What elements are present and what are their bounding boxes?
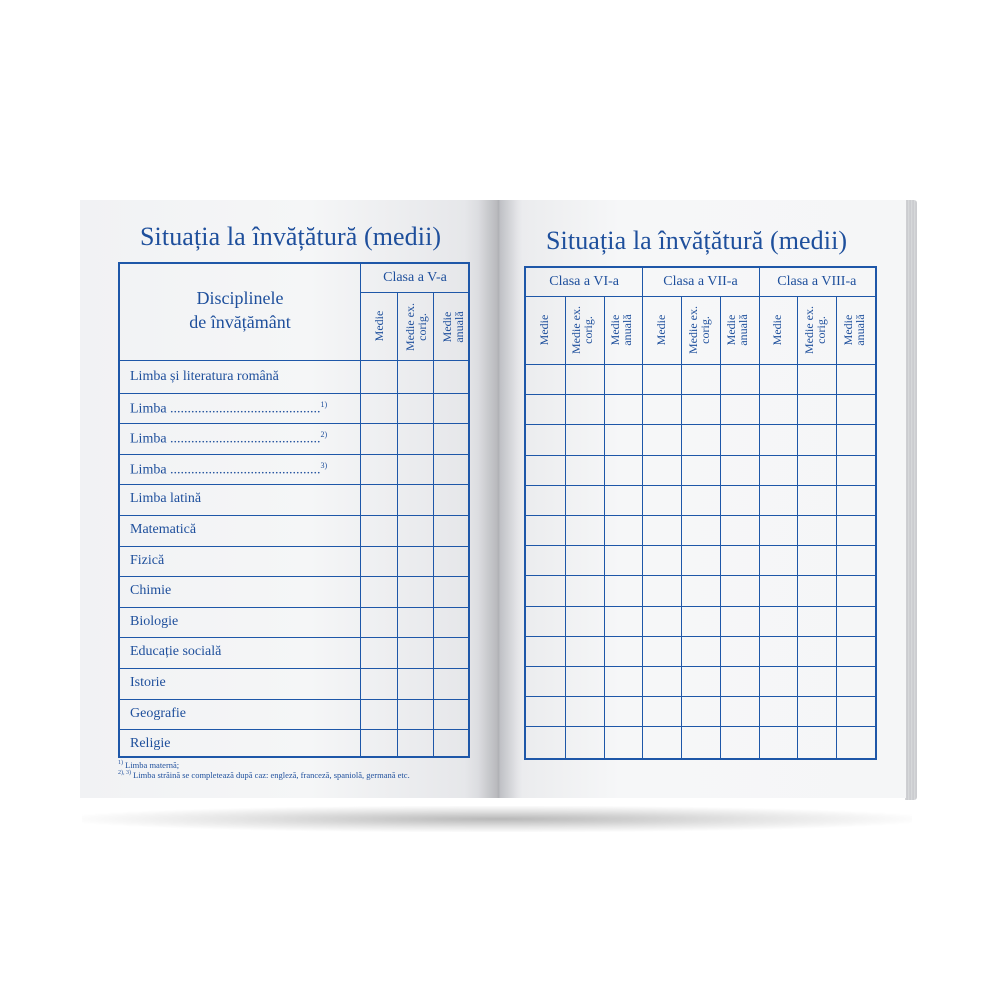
col-divider-disciplines xyxy=(360,264,361,756)
col-header-line1: Medie ex. xyxy=(801,306,816,354)
subject-name: Limba și literatura română xyxy=(130,369,279,384)
subject-name: Limba ........................................... xyxy=(130,401,321,417)
class-group-header: Clasa a VII-a xyxy=(663,274,738,289)
footnote-2-mark: 2), 3) xyxy=(118,770,131,777)
subject-name: Matematică xyxy=(130,522,197,537)
subject-row-divider xyxy=(120,668,468,669)
subject-row-label xyxy=(130,736,170,752)
class-header-underline xyxy=(360,292,468,293)
left-grades-table xyxy=(118,262,470,758)
grade-row-divider xyxy=(526,455,875,456)
subject-row-label xyxy=(130,522,196,538)
subject-row-label xyxy=(130,400,327,418)
subject-name: Educație socială xyxy=(130,644,222,660)
footnote-1-mark: 1) xyxy=(118,760,123,767)
subject-row-divider xyxy=(120,546,468,547)
col-medie-header: Medie xyxy=(537,314,552,346)
subject-name: Istorie xyxy=(130,675,166,690)
subject-row-label xyxy=(130,461,327,479)
footnote-2-text: Limba străină se completează după caz: engleză, franceză, spaniolă, germană etc. xyxy=(133,770,410,780)
subject-name: Fizică xyxy=(130,552,165,568)
col-header-line2: anuală xyxy=(852,314,867,346)
col-medie-corig-header xyxy=(803,297,831,363)
subject-row-label xyxy=(130,675,166,691)
header-bottom-line xyxy=(120,360,468,361)
grade-row-divider xyxy=(526,545,875,546)
col-header-line1: Medie xyxy=(724,314,739,346)
class-header-underline xyxy=(526,296,875,297)
subject-row-label xyxy=(130,614,178,630)
col-header-line2: corig. xyxy=(581,316,596,344)
col-header-line2: anuală xyxy=(736,314,751,346)
left-page-title: Situația la învățătură (medii) xyxy=(140,222,442,251)
grade-row-divider xyxy=(526,515,875,516)
col-header-line1: Medie xyxy=(607,314,622,346)
col-medie-anuala-line2: anuală xyxy=(452,311,466,343)
col-header-line2: corig. xyxy=(697,316,712,344)
subject-row-divider xyxy=(120,423,468,424)
grade-row-divider xyxy=(526,394,875,395)
footnote-2 xyxy=(118,770,410,780)
subject-row-divider xyxy=(120,607,468,608)
class-group-header: Clasa a VI-a xyxy=(549,274,620,289)
subject-row-label xyxy=(130,706,186,722)
col-medie-corig-header xyxy=(404,285,432,369)
grade-row-divider xyxy=(526,485,875,486)
col-medie-corig-header xyxy=(570,297,598,363)
col-header-line1: Medie ex. xyxy=(685,306,700,354)
right-page-title: Situația la învățătură (medii) xyxy=(546,226,848,255)
subject-row-label xyxy=(130,644,221,660)
subject-row-divider xyxy=(120,454,468,455)
col-medie-corig-header xyxy=(687,297,715,363)
col-medie-header: Medie xyxy=(653,314,668,346)
subject-name: Limba ........................................... xyxy=(130,462,321,478)
sub-col-divider xyxy=(720,296,721,758)
subject-name: Geografie xyxy=(130,705,186,721)
col-header-line1: Medie xyxy=(840,314,855,346)
sub-col-divider xyxy=(836,296,837,758)
col-divider-medie xyxy=(397,292,398,756)
class-group-divider xyxy=(642,268,643,758)
subject-row-label xyxy=(130,491,201,507)
sub-col-divider xyxy=(565,296,566,758)
col-medie-corig-line1: Medie ex. xyxy=(403,303,417,351)
subject-row-label xyxy=(130,430,327,448)
class-group-header: Clasa a VIII-a xyxy=(777,274,857,289)
subject-name: Limba ........................................... xyxy=(130,431,321,447)
right-grades-table xyxy=(524,266,877,760)
subject-row-divider xyxy=(120,393,468,394)
disciplines-header-line2: de învățământ xyxy=(189,312,291,332)
col-header-line2: anuală xyxy=(619,314,634,346)
sub-col-divider xyxy=(797,296,798,758)
subject-name: Religie xyxy=(130,736,171,752)
subject-row-divider xyxy=(120,637,468,638)
col-medie-anuala-header xyxy=(609,297,637,363)
disciplines-header xyxy=(120,286,360,334)
page-edges xyxy=(905,200,917,800)
book-shadow xyxy=(82,806,912,832)
col-medie-anuala-line1: Medie xyxy=(440,311,454,343)
grade-row-divider xyxy=(526,666,875,667)
col-medie-anuala-header xyxy=(842,297,870,363)
grade-row-divider xyxy=(526,636,875,637)
col-medie-header: Medie xyxy=(372,310,386,342)
sub-col-divider xyxy=(604,296,605,758)
disciplines-header-line1: Disciplinele xyxy=(196,288,284,308)
subject-row-label xyxy=(130,553,164,569)
subject-row-label xyxy=(130,583,171,599)
subject-name: Limba latină xyxy=(130,491,202,507)
subject-footnote-mark: 2) xyxy=(320,430,328,440)
sub-col-divider xyxy=(681,296,682,758)
subject-row-divider xyxy=(120,699,468,700)
subject-row-divider xyxy=(120,729,468,730)
subject-row-label xyxy=(130,369,279,385)
footnote-1-text: Limba maternă; xyxy=(125,760,180,770)
subject-row-divider xyxy=(120,484,468,485)
grade-row-divider xyxy=(526,726,875,727)
class-v-header: Clasa a V-a xyxy=(383,270,447,285)
col-header-line1: Medie ex. xyxy=(569,306,584,354)
book-spine xyxy=(478,200,518,798)
footnote-1 xyxy=(118,760,179,770)
subject-footnote-mark: 3) xyxy=(320,460,328,470)
subject-row-divider xyxy=(120,576,468,577)
col-medie-anuala-header xyxy=(725,297,753,363)
grade-row-divider xyxy=(526,606,875,607)
col-divider-corig xyxy=(433,292,434,756)
col-medie-anuala-header xyxy=(441,285,469,369)
header-bottom-line xyxy=(526,364,875,365)
class-group-divider xyxy=(759,268,760,758)
subject-footnote-mark: 1) xyxy=(320,399,328,409)
grade-row-divider xyxy=(526,575,875,576)
col-medie-header: Medie xyxy=(770,314,785,346)
col-medie-corig-line2: corig. xyxy=(415,313,429,341)
grade-row-divider xyxy=(526,696,875,697)
subject-name: Biologie xyxy=(130,613,179,629)
grade-row-divider xyxy=(526,424,875,425)
subject-row-divider xyxy=(120,515,468,516)
col-header-line2: corig. xyxy=(813,316,828,344)
subject-name: Chimie xyxy=(130,583,172,599)
